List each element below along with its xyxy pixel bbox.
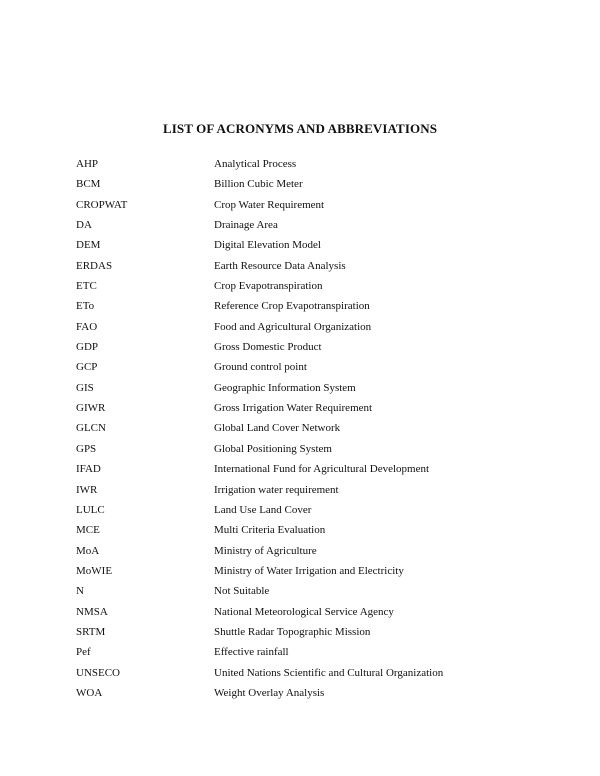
acronym-definition: National Meteorological Service Agency xyxy=(214,605,394,618)
acronym-row xyxy=(0,500,600,520)
acronym-row xyxy=(0,357,600,377)
acronym-row xyxy=(0,337,600,357)
acronym: BCM xyxy=(76,178,101,191)
acronym-definition: Food and Agricultural Organization xyxy=(214,320,372,333)
acronym-row xyxy=(0,154,600,174)
acronym: AHP xyxy=(76,158,99,170)
acronym-definition: Weight Overlay Analysis xyxy=(214,686,325,699)
acronym-definition: Reference Crop Evapotranspiration xyxy=(214,300,370,313)
acronym: DEM xyxy=(76,239,101,252)
acronym-row xyxy=(0,378,600,398)
acronym-row xyxy=(0,418,600,438)
acronym-row xyxy=(0,296,600,316)
acronym: MoWIE xyxy=(76,564,113,577)
acronym-row xyxy=(0,480,600,500)
acronym-definition: International Fund for Agricultural Development xyxy=(214,463,430,476)
acronym: SRTM xyxy=(76,625,106,638)
acronym-row xyxy=(0,256,600,276)
acronym-definition: Land Use Land Cover xyxy=(214,503,312,516)
acronym-row xyxy=(0,215,600,235)
acronym: ETo xyxy=(76,300,95,313)
acronym-definition: Geographic Information System xyxy=(214,381,356,394)
acronym: CROPWAT xyxy=(76,198,128,211)
acronym: GLCN xyxy=(76,422,106,435)
acronym: MCE xyxy=(76,524,100,537)
acronym: IFAD xyxy=(76,463,101,476)
acronym-definition: Gross Domestic Product xyxy=(214,341,322,354)
acronym-definition: Ministry of Agriculture xyxy=(214,544,317,557)
acronym-definition: Effective rainfall xyxy=(214,646,289,659)
acronym: ERDAS xyxy=(76,259,113,272)
acronym: GCP xyxy=(76,361,98,374)
acronym-list xyxy=(0,154,600,703)
page-title: LIST OF ACRONYMS AND ABBREVIATIONS xyxy=(162,121,438,136)
acronym-definition: Analytical Process xyxy=(214,158,297,170)
acronym: Pef xyxy=(76,646,91,659)
acronym-row xyxy=(0,195,600,215)
acronym-row xyxy=(0,541,600,561)
acronym-row xyxy=(0,174,600,194)
acronym: ETC xyxy=(76,280,97,293)
acronym-definition: Not Suitable xyxy=(214,585,270,598)
acronym: WOA xyxy=(76,686,103,699)
acronym-row xyxy=(0,398,600,418)
acronym-definition: Drainage Area xyxy=(214,219,278,232)
acronym: IWR xyxy=(76,483,98,496)
acronym-definition: Global Land Cover Network xyxy=(214,422,341,435)
acronym-row xyxy=(0,602,600,622)
acronym: DA xyxy=(76,219,92,232)
acronym: GDP xyxy=(76,341,99,354)
acronym-definition: Global Positioning System xyxy=(214,442,332,455)
acronym-definition: United Nations Scientific and Cultural Organization xyxy=(214,666,444,679)
acronym-row xyxy=(0,317,600,337)
acronym-row xyxy=(0,581,600,601)
acronym-row xyxy=(0,439,600,459)
acronym-row xyxy=(0,235,600,255)
acronym-row xyxy=(0,520,600,540)
acronym-definition: Billion Cubic Meter xyxy=(214,178,303,191)
acronym: LULC xyxy=(76,503,105,516)
acronym-definition: Ground control point xyxy=(214,361,307,374)
acronym-definition: Crop Water Requirement xyxy=(214,198,325,211)
acronym-definition: Shuttle Radar Topographic Mission xyxy=(214,625,371,638)
acronym-row xyxy=(0,642,600,662)
acronym-row xyxy=(0,459,600,479)
acronym: GIWR xyxy=(76,402,106,415)
acronym-definition: Digital Elevation Model xyxy=(214,239,321,252)
acronym-definition: Gross Irrigation Water Requirement xyxy=(214,402,373,415)
acronym: GPS xyxy=(76,442,97,455)
acronym-definition: Crop Evapotranspiration xyxy=(214,280,323,293)
acronym-definition: Multi Criteria Evaluation xyxy=(214,524,326,537)
acronym: GIS xyxy=(76,381,94,394)
acronym-row xyxy=(0,276,600,296)
acronym-row xyxy=(0,683,600,703)
acronym: NMSA xyxy=(76,605,108,618)
acronym-row xyxy=(0,561,600,581)
acronym-row xyxy=(0,663,600,683)
acronym: FAO xyxy=(76,320,98,333)
acronym-definition: Irrigation water requirement xyxy=(214,483,339,496)
acronym: N xyxy=(76,585,84,598)
acronym-definition: Earth Resource Data Analysis xyxy=(214,259,346,272)
acronym-definition: Ministry of Water Irrigation and Electricity xyxy=(214,564,404,577)
acronym: UNSECO xyxy=(76,666,121,679)
acronym: MoA xyxy=(76,544,100,557)
acronym-row xyxy=(0,622,600,642)
